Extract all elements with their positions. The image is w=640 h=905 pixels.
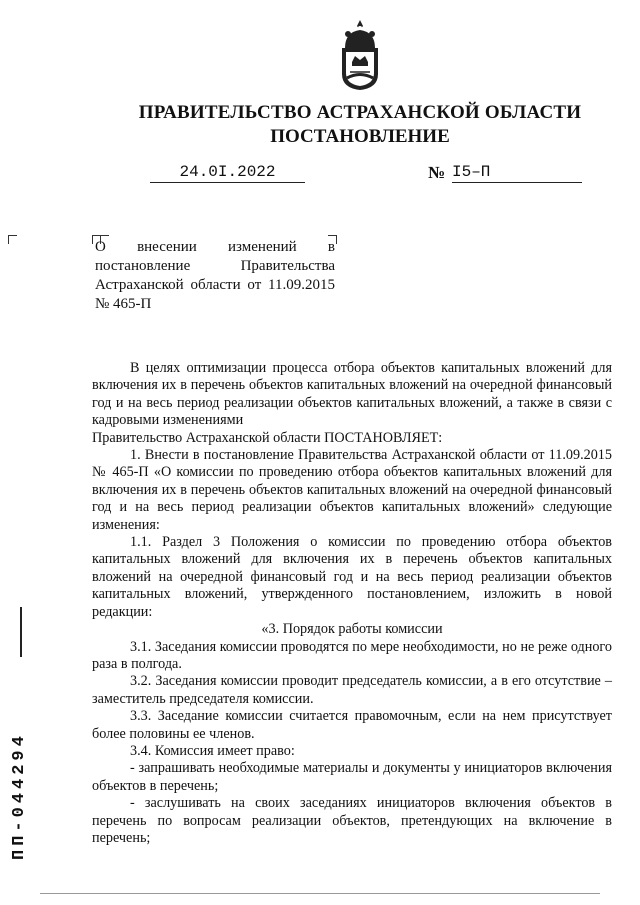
document-type: ПОСТАНОВЛЕНИЕ (270, 126, 450, 147)
margin-corner-mark (8, 235, 17, 244)
clause-3-2: 3.2. Заседания комиссии проводит председатель комиссии, а в его отсутствие – заместитель председателя комиссии. (92, 673, 612, 707)
astrakhan-coat-of-arms-icon (335, 18, 385, 92)
margin-binding-mark (20, 607, 22, 657)
right-item-1: - запрашивать необходимые материалы и документы у инициаторов включения объектов в перечень; (92, 760, 612, 794)
document-date: 24.0I.2022 (150, 163, 305, 183)
government-title: ПРАВИТЕЛЬСТВО АСТРАХАНСКОЙ ОБЛАСТИ (138, 102, 582, 123)
document-number: I5–П (452, 163, 582, 183)
right-item-2: - заслушивать на своих заседаниях инициаторов включения объектов в перечень по вопросам реализации объектов, претендующих на включение в перечень; (92, 795, 612, 846)
clause-1-1: 1.1. Раздел 3 Положения о комиссии по проведению отбора объектов капитальных вложений для включения их в перечень объектов капитальных вложений на очередной финансовый год и на весь период реализации объектов капитальных вложений, утвержденного постановлением, изложить в новой редакции: (92, 534, 612, 620)
number-sign: № (428, 163, 446, 182)
clause-3-3: 3.3. Заседание комиссии считается правомочным, если на нем присутствует более половины ее членов. (92, 708, 612, 742)
bottom-scan-edge (40, 893, 600, 894)
document-body (92, 360, 612, 847)
clause-3-1: 3.1. Заседания комиссии проводятся по мере необходимости, но не реже одного раза в полгода. (92, 638, 612, 672)
document-subject: О внесении изменений в постановление Правительства Астраханской области от 11.09.2015 № 465-П (95, 239, 335, 312)
form-serial-code: ПП-044294 (10, 732, 29, 860)
clause-3-4: 3.4. Комиссия имеет право: (130, 742, 295, 759)
preamble-paragraph: В целях оптимизации процесса отбора объектов капитальных вложений для включения их в перечень объектов капитальных вложений на очередной финансовый год и на весь период реализации объектов капитальных вложений, а также в связи с кадровыми изменениями (92, 360, 612, 429)
resolution-line: Правительство Астраханской области ПОСТАНОВЛЯЕТ: (92, 429, 443, 446)
section-3-heading: «3. Порядок работы комиссии (261, 621, 443, 638)
clause-1: 1. Внести в постановление Правительства Астраханской области от 11.09.2015 № 465-П «О комиссии по проведению отбора объектов капитальных вложений для включения их в перечень объектов капитальных вложений на очередной финансовый год и на весь период реализации объектов капитальных вложений» следующие изменения: (92, 447, 612, 533)
